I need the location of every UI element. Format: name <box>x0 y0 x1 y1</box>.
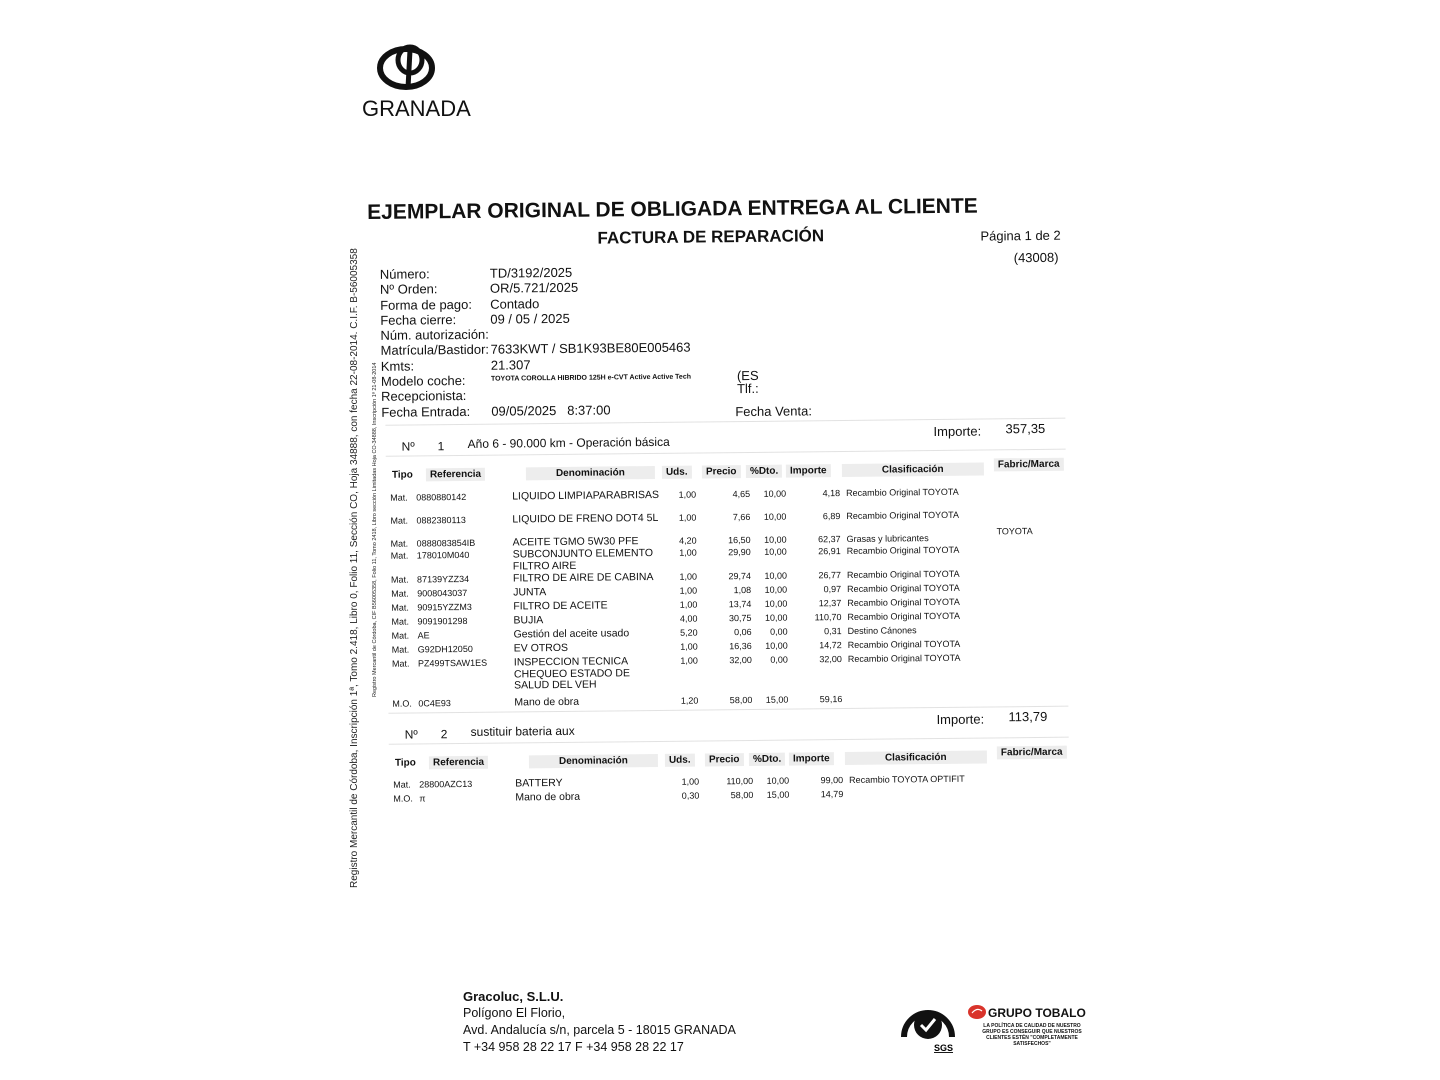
cell-precio: Precio <box>705 753 744 766</box>
cell-importe: 99,00 <box>820 775 844 786</box>
registry-text-small: Registro Mercantil de Córdoba, CIF B56005358, Folio 11, Tomo 2418, Libro sección Limitadas Hoja CO-34888, Inscripción 1ª 21-08-2014 <box>372 362 378 697</box>
cell-ref: 9008043037 <box>417 587 468 599</box>
cell-den: Mano de obra <box>514 695 580 709</box>
cell-importe_label: Importe: <box>936 711 985 728</box>
items-table-2 <box>393 773 1073 804</box>
cell-uds: 1,00 <box>679 547 697 558</box>
cell-referencia: Referencia <box>426 468 485 482</box>
cell-denominacion: Denominación <box>529 754 658 768</box>
cell-tipo: Mat. <box>390 515 408 526</box>
cell-clas: Recambio Original TOYOTA <box>846 568 960 580</box>
cell-clasificacion: Clasificación <box>842 463 984 477</box>
cell-precio: 13,74 <box>728 598 752 610</box>
cell-den: Mano de obra <box>515 790 581 804</box>
cell-uds: 4,00 <box>679 613 698 624</box>
logo-text: GRANADA <box>362 96 471 121</box>
table-row <box>393 787 1073 804</box>
cell-uds: 1,00 <box>680 641 698 652</box>
cell-dto: 10,00 <box>764 612 788 623</box>
customer-info <box>737 369 759 395</box>
cell-label: Fecha Entrada: <box>381 403 471 420</box>
cell-importe: 0,97 <box>823 584 842 595</box>
table-header-1 <box>386 458 1076 483</box>
cell-value: TD/3192/2025 <box>489 264 573 281</box>
document-subtitle: FACTURA DE REPARACIÓN <box>597 226 825 248</box>
cell-ref: 0880880142 <box>416 491 467 503</box>
cell-uds: 1,00 <box>678 489 697 500</box>
cell-precio: 58,00 <box>729 694 753 706</box>
operation-2-header <box>388 706 1068 745</box>
cell-dto: 10,00 <box>765 640 788 651</box>
group-name: GRUPO TOBALO <box>988 1006 1086 1020</box>
cell-clas: Recambio TOYOTA OPTIFIT <box>849 773 965 785</box>
cell-ref: 9091901298 <box>417 615 468 627</box>
cell-den: Gestión del aceite usado <box>513 627 630 641</box>
table-row <box>391 610 1071 627</box>
cell-uds: 1,00 <box>678 512 697 523</box>
cell-den: EV OTROS <box>513 641 569 655</box>
cell-dto: 15,00 <box>766 789 790 800</box>
cell-ref: PZ499TSAW1ES <box>417 657 488 669</box>
cell-den: INSPECCION TECNICA CHEQUEO ESTADO DE SALUD DEL VEH <box>513 655 630 692</box>
cell-den: LIQUIDO DE FRENO DOT4 5L <box>512 511 659 526</box>
cell-precio: 1,08 <box>733 584 752 596</box>
cell-label: Número: <box>379 266 430 282</box>
company-name: Gracoluc, S.L.U. <box>463 989 564 1004</box>
cell-value: 7633KWT / SB1K93BE80E005463 <box>490 340 691 358</box>
cell-precio: 29,90 <box>728 546 751 558</box>
table-row <box>390 568 1071 585</box>
cell-importe: 32,00 <box>819 654 842 665</box>
cell-tipo: Mat. <box>391 644 410 655</box>
cell-denominacion: Denominación <box>526 466 655 480</box>
cell-tipo: M.O. <box>392 698 412 709</box>
cell-label: Núm. autorización: <box>380 326 489 344</box>
cell-importe: 14,79 <box>820 789 844 800</box>
cell-referencia: Referencia <box>429 756 488 770</box>
cell-uds: 1,00 <box>681 776 700 787</box>
cell-dto: 10,00 <box>764 598 788 609</box>
cell-tipo: Mat. <box>393 779 411 790</box>
cell-number: 2 <box>440 727 448 742</box>
cell-precio: 7,66 <box>732 511 751 523</box>
cell-clas: Recambio Original TOYOTA <box>847 596 960 608</box>
cell-tipo: M.O. <box>393 793 413 804</box>
cell-importe: 26,91 <box>818 546 841 557</box>
cell-value: TOYOTA COROLLA HIBRIDO 125H e-CVT Active Active Tech <box>490 373 692 383</box>
cell-importe: 12,37 <box>818 598 842 609</box>
cell-uds: 1,00 <box>680 655 698 666</box>
cell-fabric: Fabric/Marca <box>994 458 1064 472</box>
table-row <box>393 773 1073 790</box>
cell-clas: Recambio Original TOYOTA <box>846 486 959 498</box>
cell-label: Recepcionista: <box>381 388 467 405</box>
table-row <box>391 582 1071 599</box>
cell-den: FILTRO DE AIRE DE CABINA <box>512 571 654 585</box>
cell-clas: Recambio Original TOYOTA <box>846 509 959 521</box>
operation-total: 113,79 <box>1008 708 1048 725</box>
cell-precio: Precio <box>702 465 741 478</box>
table-row <box>391 638 1072 655</box>
client-code: (43008) <box>1013 249 1059 266</box>
cell-clas: Recambio Original TOYOTA <box>847 582 960 594</box>
cell-den: JUNTA <box>513 586 547 599</box>
registry-text: Registro Mercantil de Córdoba, Inscripción 1ª, Tomo 2.418, Libro 0, Folio 11, Sección CO, Hoja 34888, con fecha 22-08-2014. C.I.F. B-56005358 <box>349 248 360 888</box>
cell-dto: 15,00 <box>765 694 789 705</box>
iso-check-icon <box>898 997 958 1053</box>
cell-dto: 0,00 <box>770 626 788 637</box>
cell-ref: 28800AZC13 <box>419 778 473 790</box>
operation-description: sustituir bateria aux <box>470 723 575 739</box>
cell-den: BUJIA <box>513 614 544 627</box>
cell-uds: 5,20 <box>680 627 698 638</box>
cell-tipo: Mat. <box>391 616 410 627</box>
cell-den: BATTERY <box>515 776 563 790</box>
cell-importe: 26,77 <box>818 570 842 581</box>
cell-number: 1 <box>437 439 445 454</box>
cell-precio: 16,50 <box>728 534 751 546</box>
cell-label: Forma de pago: <box>380 296 473 313</box>
table-row <box>391 596 1071 613</box>
tobalo-emblem-icon <box>968 1005 986 1019</box>
operation-total: 357,35 <box>1005 420 1046 437</box>
cell-dto: 10,00 <box>764 534 787 545</box>
cell-ref: 178010M040 <box>416 549 470 561</box>
cell-uds: 1,00 <box>679 571 698 582</box>
cell-precio: 16,36 <box>729 640 752 652</box>
cell-tipo: Mat. <box>390 550 409 561</box>
cell-dto: 10,00 <box>764 570 788 581</box>
cell-ref: π <box>419 793 426 804</box>
quality-tagline: LA POLÍTICA DE CALIDAD DE NUESTRO GRUPO ES CONSEGUIR QUE NUESTROS CLIENTES ESTÉN "COMPLETAMENTE SATISFECHOS" <box>982 1023 1082 1047</box>
cell-precio: 4,65 <box>732 488 751 500</box>
cell-label: Matrícula/Bastidor: <box>380 342 490 359</box>
table-header-2 <box>389 746 1079 771</box>
table-row <box>391 624 1072 641</box>
cell-n_label: Nº <box>401 439 415 454</box>
cell-uds: 0,30 <box>681 790 700 801</box>
cell-tipo: Mat. <box>390 538 409 549</box>
table-row <box>390 486 1070 503</box>
cell-uds: 4,20 <box>679 535 697 546</box>
cell-clas: Recambio Original TOYOTA <box>847 638 961 650</box>
address-line-1: Polígono El Florio, <box>463 1006 566 1020</box>
cell-value: 09 / 05 / 2025 <box>490 310 570 327</box>
cell-tipo: Tipo <box>391 469 413 481</box>
cell-importe_label: Importe: <box>933 423 982 440</box>
cell-fabric: Fabric/Marca <box>997 746 1067 760</box>
cell-uds: Uds. <box>662 466 692 479</box>
cell-label: Nº Orden: <box>379 281 438 298</box>
cell-uds: 1,00 <box>679 599 698 610</box>
cell-dto: 10,00 <box>764 546 787 557</box>
cell-fab: TOYOTA <box>996 526 1033 537</box>
cell-dto: 0,00 <box>770 654 788 665</box>
invoice-fields <box>380 264 692 420</box>
document-title: EJEMPLAR ORIGINAL DE OBLIGADA ENTREGA AL CLIENTE <box>367 194 978 224</box>
cell-importe: 110,70 <box>814 612 842 623</box>
cell-label: Kmts: <box>380 358 415 374</box>
customer-country: (ES <box>736 367 759 384</box>
cell-tipo: Tipo <box>394 757 416 769</box>
cell-importe: 0,31 <box>824 626 842 637</box>
cell-tipo: Mat. <box>391 602 409 613</box>
cell-dto: 10,00 <box>764 584 788 595</box>
cell-precio: 32,00 <box>729 654 752 666</box>
cell-uds: 1,00 <box>679 585 698 596</box>
cell-clas: Recambio Original TOYOTA <box>847 652 961 664</box>
cell-tipo: Mat. <box>390 492 408 503</box>
cell-ref: 0888083854IB <box>416 537 476 549</box>
cell-value: 21.307 <box>490 357 531 373</box>
cell-den: FILTRO DE ACEITE <box>513 599 608 613</box>
cell-value: 09/05/2025 8:37:00 <box>491 402 611 419</box>
cell-den: LIQUIDO LIMPIAPARABRISAS <box>512 488 660 503</box>
table-row <box>390 526 1071 549</box>
cell-importe: 59,16 <box>819 694 843 705</box>
cell-ref: AE <box>417 630 430 641</box>
cell-clas: Destino Cánones <box>847 625 917 636</box>
cell-importe: 62,37 <box>818 534 841 545</box>
table-row <box>392 692 1072 709</box>
operation-description: Año 6 - 90.000 km - Operación básica <box>467 434 670 451</box>
field-matricula <box>381 340 691 359</box>
cell-importe: Importe <box>786 464 831 477</box>
company-footer <box>463 988 736 1056</box>
operation-1-header <box>385 418 1065 457</box>
dealer-logo <box>362 40 482 125</box>
cell-precio: 110,00 <box>726 775 754 787</box>
cell-importe: 4,18 <box>822 488 841 499</box>
cell-importe: Importe <box>789 752 834 765</box>
cell-tipo: Mat. <box>391 658 410 669</box>
cell-den: SUBCONJUNTO ELEMENTO FILTRO AIRE <box>512 547 654 572</box>
cell-value: OR/5.721/2025 <box>489 280 579 296</box>
cell-precio: 58,00 <box>730 789 754 801</box>
cell-tipo: Mat. <box>391 588 409 599</box>
cell-label: Modelo coche: <box>380 373 466 389</box>
address-line-2: Avd. Andalucía s/n, parcela 5 - 18015 GRANADA <box>463 1023 736 1037</box>
cell-ref: G92DH12050 <box>417 643 473 655</box>
cell-tipo: Mat. <box>391 630 410 641</box>
cell-importe: 6,89 <box>822 511 841 522</box>
cell-ref: 87139YZZ34 <box>416 573 470 585</box>
sgs-certification <box>898 997 958 1058</box>
cell-precio: 29,74 <box>728 570 752 582</box>
cell-clasificacion: Clasificación <box>845 751 987 765</box>
cell-sgs: SGS <box>934 1043 954 1053</box>
cell-uds: 1,20 <box>680 695 699 706</box>
cell-uds: Uds. <box>665 754 695 767</box>
customer-phone-label: Tlf.: <box>736 380 759 397</box>
cell-precio: 0,06 <box>734 626 752 638</box>
cell-importe: 14,72 <box>819 640 842 651</box>
cell-dto: 10,00 <box>763 511 787 522</box>
cell-tipo: Mat. <box>390 574 409 585</box>
cell-dto: 10,00 <box>763 488 787 499</box>
items-table-1 <box>390 486 1070 709</box>
cell-clas: Recambio Original TOYOTA <box>847 610 961 622</box>
table-row <box>391 652 1072 692</box>
cell-dto: 10,00 <box>766 775 790 786</box>
cell-clas: Recambio Original TOYOTA <box>846 544 960 556</box>
cell-value: Contado <box>490 295 540 312</box>
cell-ref: 0C4E93 <box>418 698 451 709</box>
cell-precio: 30,75 <box>728 612 752 624</box>
cell-ref: 90915YZZM3 <box>417 601 472 613</box>
field-modelo <box>381 371 691 390</box>
table-row <box>390 509 1070 526</box>
phone-fax: T +34 958 28 22 17 F +34 958 28 22 17 <box>463 1040 684 1054</box>
cell-clas: Grasas y lubricantes <box>846 533 929 544</box>
cell-n_label: Nº <box>404 727 418 742</box>
toyota-emblem-icon <box>376 40 446 98</box>
cell-ref: 0882380113 <box>416 514 466 526</box>
field-fecha-entrada <box>381 401 691 420</box>
page-indicator: Página 1 de 2 <box>980 227 1061 244</box>
cell-dto: %Dto. <box>749 753 785 766</box>
cell-label: Fecha cierre: <box>380 311 457 328</box>
cell-den: ACEITE TGMO 5W30 PFE <box>512 535 639 549</box>
fecha-venta-label: Fecha Venta: <box>735 403 812 420</box>
cell-dto: %Dto. <box>746 465 782 478</box>
